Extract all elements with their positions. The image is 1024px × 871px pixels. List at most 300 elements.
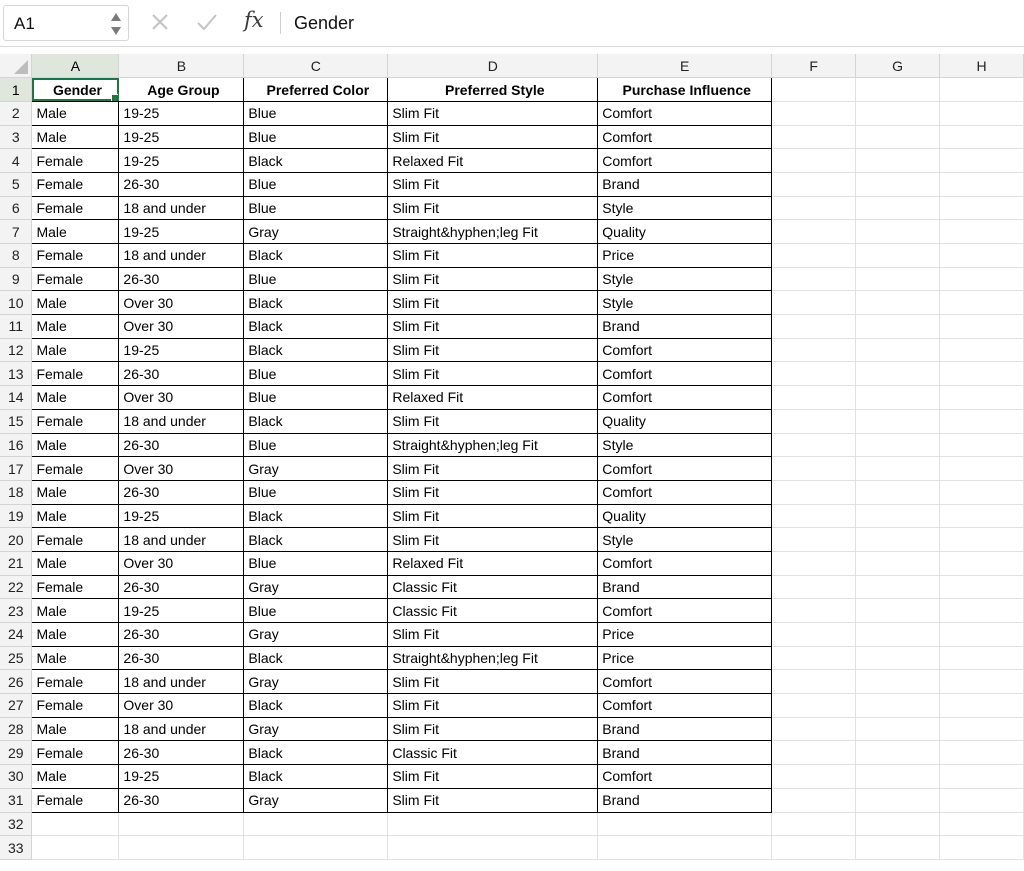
data-cell[interactable]: 26-30 bbox=[119, 362, 244, 386]
name-box[interactable] bbox=[3, 5, 129, 41]
data-cell[interactable]: Gray bbox=[244, 717, 388, 741]
empty-cell[interactable] bbox=[856, 149, 940, 173]
data-cell[interactable]: Blue bbox=[244, 362, 388, 386]
empty-cell[interactable] bbox=[856, 409, 940, 433]
data-cell[interactable]: Slim Fit bbox=[388, 315, 598, 339]
empty-cell[interactable] bbox=[940, 623, 1024, 647]
data-cell[interactable]: Style bbox=[598, 433, 772, 457]
empty-cell[interactable] bbox=[856, 528, 940, 552]
empty-cell[interactable] bbox=[772, 172, 856, 196]
empty-cell[interactable] bbox=[856, 623, 940, 647]
empty-cell[interactable] bbox=[940, 386, 1024, 410]
formula-input[interactable]: Gender bbox=[294, 13, 355, 33]
data-cell[interactable]: Blue bbox=[244, 599, 388, 623]
empty-cell[interactable] bbox=[856, 362, 940, 386]
row-header[interactable]: 20 bbox=[0, 528, 32, 552]
column-header[interactable]: H bbox=[940, 54, 1024, 78]
empty-cell[interactable] bbox=[856, 220, 940, 244]
data-cell[interactable]: 18 and under bbox=[119, 717, 244, 741]
row-header[interactable]: 27 bbox=[0, 694, 32, 718]
empty-cell[interactable] bbox=[856, 101, 940, 125]
data-cell[interactable]: Comfort bbox=[598, 480, 772, 504]
empty-cell[interactable] bbox=[856, 717, 940, 741]
data-cell[interactable]: 19-25 bbox=[119, 101, 244, 125]
data-cell[interactable]: Brand bbox=[598, 741, 772, 765]
data-cell[interactable]: 26-30 bbox=[119, 623, 244, 647]
data-cell[interactable]: Female bbox=[32, 362, 119, 386]
empty-cell[interactable] bbox=[940, 172, 1024, 196]
row-header[interactable]: 16 bbox=[0, 433, 32, 457]
empty-cell[interactable] bbox=[856, 78, 940, 102]
empty-cell[interactable] bbox=[856, 172, 940, 196]
data-cell[interactable]: Style bbox=[598, 196, 772, 220]
data-cell[interactable]: Classic Fit bbox=[388, 741, 598, 765]
data-cell[interactable]: Comfort bbox=[598, 338, 772, 362]
data-cell[interactable]: 26-30 bbox=[119, 433, 244, 457]
data-cell[interactable]: Male bbox=[32, 433, 119, 457]
data-cell[interactable]: Blue bbox=[244, 267, 388, 291]
data-cell[interactable]: Black bbox=[244, 291, 388, 315]
data-cell[interactable]: Slim Fit bbox=[388, 528, 598, 552]
column-header[interactable]: G bbox=[856, 54, 940, 78]
header-cell[interactable]: Preferred Color bbox=[244, 78, 388, 102]
data-cell[interactable]: Price bbox=[598, 623, 772, 647]
data-cell[interactable]: Over 30 bbox=[119, 457, 244, 481]
data-cell[interactable]: Comfort bbox=[598, 386, 772, 410]
empty-cell[interactable] bbox=[940, 433, 1024, 457]
row-header[interactable]: 18 bbox=[0, 480, 32, 504]
empty-cell[interactable] bbox=[856, 315, 940, 339]
data-cell[interactable]: 19-25 bbox=[119, 599, 244, 623]
empty-cell[interactable] bbox=[940, 338, 1024, 362]
empty-cell[interactable] bbox=[244, 812, 388, 836]
data-cell[interactable]: Male bbox=[32, 599, 119, 623]
row-header[interactable]: 19 bbox=[0, 504, 32, 528]
row-header[interactable]: 22 bbox=[0, 575, 32, 599]
data-cell[interactable]: Brand bbox=[598, 788, 772, 812]
data-cell[interactable]: Female bbox=[32, 528, 119, 552]
empty-cell[interactable] bbox=[772, 457, 856, 481]
select-all-corner[interactable] bbox=[0, 54, 32, 78]
empty-cell[interactable] bbox=[940, 812, 1024, 836]
row-header[interactable]: 10 bbox=[0, 291, 32, 315]
data-cell[interactable]: 19-25 bbox=[119, 149, 244, 173]
enter-check-icon[interactable] bbox=[196, 11, 218, 33]
data-cell[interactable]: Gray bbox=[244, 670, 388, 694]
empty-cell[interactable] bbox=[772, 78, 856, 102]
column-header[interactable]: D bbox=[388, 54, 598, 78]
data-cell[interactable]: Male bbox=[32, 315, 119, 339]
empty-cell[interactable] bbox=[32, 836, 119, 860]
data-cell[interactable]: Over 30 bbox=[119, 291, 244, 315]
data-cell[interactable]: Male bbox=[32, 765, 119, 789]
empty-cell[interactable] bbox=[856, 646, 940, 670]
data-cell[interactable]: Comfort bbox=[598, 149, 772, 173]
data-cell[interactable]: Blue bbox=[244, 172, 388, 196]
data-cell[interactable]: Style bbox=[598, 267, 772, 291]
empty-cell[interactable] bbox=[598, 812, 772, 836]
data-cell[interactable]: Over 30 bbox=[119, 315, 244, 339]
data-cell[interactable]: Quality bbox=[598, 409, 772, 433]
data-cell[interactable]: Brand bbox=[598, 315, 772, 339]
empty-cell[interactable] bbox=[856, 480, 940, 504]
empty-cell[interactable] bbox=[940, 528, 1024, 552]
row-header[interactable]: 15 bbox=[0, 409, 32, 433]
data-cell[interactable]: Gray bbox=[244, 623, 388, 647]
data-cell[interactable]: 26-30 bbox=[119, 646, 244, 670]
row-header[interactable]: 2 bbox=[0, 101, 32, 125]
row-header[interactable]: 11 bbox=[0, 315, 32, 339]
fill-handle[interactable] bbox=[111, 94, 119, 102]
data-cell[interactable]: Blue bbox=[244, 196, 388, 220]
data-cell[interactable]: 19-25 bbox=[119, 220, 244, 244]
data-cell[interactable]: Male bbox=[32, 386, 119, 410]
data-cell[interactable]: 19-25 bbox=[119, 125, 244, 149]
data-cell[interactable]: Blue bbox=[244, 433, 388, 457]
row-header[interactable]: 1 bbox=[0, 78, 32, 102]
data-cell[interactable]: Black bbox=[244, 741, 388, 765]
empty-cell[interactable] bbox=[940, 78, 1024, 102]
data-cell[interactable]: 18 and under bbox=[119, 670, 244, 694]
data-cell[interactable]: Over 30 bbox=[119, 694, 244, 718]
data-cell[interactable]: Female bbox=[32, 409, 119, 433]
row-header[interactable]: 30 bbox=[0, 765, 32, 789]
data-cell[interactable]: 19-25 bbox=[119, 338, 244, 362]
data-cell[interactable]: Straight&hyphen;leg Fit bbox=[388, 220, 598, 244]
empty-cell[interactable] bbox=[856, 125, 940, 149]
data-cell[interactable]: Male bbox=[32, 480, 119, 504]
empty-cell[interactable] bbox=[940, 125, 1024, 149]
data-cell[interactable]: Slim Fit bbox=[388, 480, 598, 504]
data-cell[interactable]: 19-25 bbox=[119, 504, 244, 528]
data-cell[interactable]: 26-30 bbox=[119, 172, 244, 196]
data-cell[interactable]: Slim Fit bbox=[388, 694, 598, 718]
empty-cell[interactable] bbox=[856, 291, 940, 315]
empty-cell[interactable] bbox=[119, 836, 244, 860]
data-cell[interactable]: Black bbox=[244, 765, 388, 789]
data-cell[interactable]: Gray bbox=[244, 788, 388, 812]
empty-cell[interactable] bbox=[772, 220, 856, 244]
data-cell[interactable]: Price bbox=[598, 646, 772, 670]
empty-cell[interactable] bbox=[772, 386, 856, 410]
empty-cell[interactable] bbox=[772, 575, 856, 599]
row-header[interactable]: 14 bbox=[0, 386, 32, 410]
data-cell[interactable]: Female bbox=[32, 741, 119, 765]
empty-cell[interactable] bbox=[856, 457, 940, 481]
data-cell[interactable]: Straight&hyphen;leg Fit bbox=[388, 646, 598, 670]
data-cell[interactable]: Male bbox=[32, 717, 119, 741]
empty-cell[interactable] bbox=[772, 788, 856, 812]
data-cell[interactable]: Comfort bbox=[598, 457, 772, 481]
data-cell[interactable]: Slim Fit bbox=[388, 125, 598, 149]
empty-cell[interactable] bbox=[772, 291, 856, 315]
empty-cell[interactable] bbox=[940, 741, 1024, 765]
data-cell[interactable]: Male bbox=[32, 338, 119, 362]
empty-cell[interactable] bbox=[388, 836, 598, 860]
data-cell[interactable]: Classic Fit bbox=[388, 599, 598, 623]
empty-cell[interactable] bbox=[856, 575, 940, 599]
data-cell[interactable]: Male bbox=[32, 551, 119, 575]
empty-cell[interactable] bbox=[940, 267, 1024, 291]
data-cell[interactable]: Style bbox=[598, 528, 772, 552]
data-cell[interactable]: Slim Fit bbox=[388, 172, 598, 196]
empty-cell[interactable] bbox=[772, 101, 856, 125]
data-cell[interactable]: Over 30 bbox=[119, 386, 244, 410]
data-cell[interactable]: Classic Fit bbox=[388, 575, 598, 599]
empty-cell[interactable] bbox=[119, 812, 244, 836]
data-cell[interactable]: Relaxed Fit bbox=[388, 149, 598, 173]
row-header[interactable]: 21 bbox=[0, 551, 32, 575]
column-header[interactable]: A bbox=[32, 54, 119, 78]
empty-cell[interactable] bbox=[772, 741, 856, 765]
data-cell[interactable]: Male bbox=[32, 125, 119, 149]
data-cell[interactable]: Blue bbox=[244, 101, 388, 125]
empty-cell[interactable] bbox=[772, 599, 856, 623]
empty-cell[interactable] bbox=[940, 836, 1024, 860]
empty-cell[interactable] bbox=[940, 646, 1024, 670]
empty-cell[interactable] bbox=[772, 528, 856, 552]
column-header[interactable]: F bbox=[772, 54, 856, 78]
data-cell[interactable]: Black bbox=[244, 528, 388, 552]
row-header[interactable]: 32 bbox=[0, 812, 32, 836]
empty-cell[interactable] bbox=[940, 694, 1024, 718]
data-cell[interactable]: Black bbox=[244, 315, 388, 339]
empty-cell[interactable] bbox=[940, 409, 1024, 433]
empty-cell[interactable] bbox=[856, 244, 940, 268]
empty-cell[interactable] bbox=[940, 362, 1024, 386]
row-header[interactable]: 23 bbox=[0, 599, 32, 623]
data-cell[interactable]: 26-30 bbox=[119, 741, 244, 765]
data-cell[interactable]: Comfort bbox=[598, 362, 772, 386]
data-cell[interactable]: Blue bbox=[244, 386, 388, 410]
empty-cell[interactable] bbox=[772, 409, 856, 433]
empty-cell[interactable] bbox=[940, 765, 1024, 789]
row-header[interactable]: 12 bbox=[0, 338, 32, 362]
data-cell[interactable]: Female bbox=[32, 788, 119, 812]
empty-cell[interactable] bbox=[856, 694, 940, 718]
data-cell[interactable]: Male bbox=[32, 623, 119, 647]
data-cell[interactable]: Male bbox=[32, 646, 119, 670]
row-header[interactable]: 26 bbox=[0, 670, 32, 694]
data-cell[interactable]: Comfort bbox=[598, 101, 772, 125]
data-cell[interactable]: Comfort bbox=[598, 125, 772, 149]
data-cell[interactable]: Brand bbox=[598, 575, 772, 599]
column-header[interactable]: B bbox=[119, 54, 244, 78]
data-cell[interactable]: Slim Fit bbox=[388, 338, 598, 362]
data-cell[interactable]: Relaxed Fit bbox=[388, 551, 598, 575]
empty-cell[interactable] bbox=[856, 433, 940, 457]
empty-cell[interactable] bbox=[772, 480, 856, 504]
name-box-stepper-icon[interactable] bbox=[110, 11, 122, 37]
data-cell[interactable]: Gray bbox=[244, 457, 388, 481]
data-cell[interactable]: Female bbox=[32, 670, 119, 694]
data-cell[interactable]: 19-25 bbox=[119, 765, 244, 789]
empty-cell[interactable] bbox=[772, 694, 856, 718]
data-cell[interactable]: Female bbox=[32, 694, 119, 718]
empty-cell[interactable] bbox=[856, 551, 940, 575]
data-cell[interactable]: Straight&hyphen;leg Fit bbox=[388, 433, 598, 457]
row-header[interactable]: 33 bbox=[0, 836, 32, 860]
column-header[interactable]: E bbox=[598, 54, 772, 78]
empty-cell[interactable] bbox=[598, 836, 772, 860]
empty-cell[interactable] bbox=[772, 551, 856, 575]
data-cell[interactable]: Blue bbox=[244, 551, 388, 575]
empty-cell[interactable] bbox=[32, 812, 119, 836]
data-cell[interactable]: Price bbox=[598, 244, 772, 268]
data-cell[interactable]: Male bbox=[32, 220, 119, 244]
data-cell[interactable]: Female bbox=[32, 172, 119, 196]
data-cell[interactable]: Slim Fit bbox=[388, 457, 598, 481]
data-cell[interactable]: Gray bbox=[244, 575, 388, 599]
cancel-icon[interactable] bbox=[150, 11, 170, 33]
data-cell[interactable]: Comfort bbox=[598, 765, 772, 789]
data-cell[interactable]: Black bbox=[244, 149, 388, 173]
empty-cell[interactable] bbox=[856, 812, 940, 836]
empty-cell[interactable] bbox=[940, 599, 1024, 623]
data-cell[interactable]: Gray bbox=[244, 220, 388, 244]
row-header[interactable]: 5 bbox=[0, 172, 32, 196]
data-cell[interactable]: 18 and under bbox=[119, 244, 244, 268]
data-cell[interactable]: Black bbox=[244, 504, 388, 528]
row-header[interactable]: 3 bbox=[0, 125, 32, 149]
data-cell[interactable]: Quality bbox=[598, 504, 772, 528]
data-cell[interactable]: 26-30 bbox=[119, 575, 244, 599]
empty-cell[interactable] bbox=[856, 504, 940, 528]
empty-cell[interactable] bbox=[772, 836, 856, 860]
empty-cell[interactable] bbox=[772, 149, 856, 173]
empty-cell[interactable] bbox=[856, 836, 940, 860]
empty-cell[interactable] bbox=[940, 149, 1024, 173]
data-cell[interactable]: Slim Fit bbox=[388, 717, 598, 741]
data-cell[interactable]: Slim Fit bbox=[388, 623, 598, 647]
empty-cell[interactable] bbox=[388, 812, 598, 836]
empty-cell[interactable] bbox=[940, 315, 1024, 339]
data-cell[interactable]: Black bbox=[244, 646, 388, 670]
empty-cell[interactable] bbox=[940, 717, 1024, 741]
data-cell[interactable]: Male bbox=[32, 101, 119, 125]
empty-cell[interactable] bbox=[856, 599, 940, 623]
empty-cell[interactable] bbox=[856, 338, 940, 362]
data-cell[interactable]: 18 and under bbox=[119, 196, 244, 220]
empty-cell[interactable] bbox=[856, 267, 940, 291]
data-cell[interactable]: Slim Fit bbox=[388, 291, 598, 315]
data-cell[interactable]: Blue bbox=[244, 125, 388, 149]
data-cell[interactable]: Slim Fit bbox=[388, 765, 598, 789]
row-header[interactable]: 28 bbox=[0, 717, 32, 741]
data-cell[interactable]: Black bbox=[244, 694, 388, 718]
data-cell[interactable]: Female bbox=[32, 575, 119, 599]
empty-cell[interactable] bbox=[772, 125, 856, 149]
empty-cell[interactable] bbox=[940, 220, 1024, 244]
empty-cell[interactable] bbox=[940, 788, 1024, 812]
row-header[interactable]: 7 bbox=[0, 220, 32, 244]
empty-cell[interactable] bbox=[772, 504, 856, 528]
header-cell[interactable]: Gender bbox=[32, 78, 119, 102]
empty-cell[interactable] bbox=[772, 623, 856, 647]
empty-cell[interactable] bbox=[772, 765, 856, 789]
data-cell[interactable]: Slim Fit bbox=[388, 362, 598, 386]
data-cell[interactable]: 26-30 bbox=[119, 480, 244, 504]
data-cell[interactable]: Brand bbox=[598, 172, 772, 196]
empty-cell[interactable] bbox=[772, 670, 856, 694]
empty-cell[interactable] bbox=[940, 504, 1024, 528]
row-header[interactable]: 8 bbox=[0, 244, 32, 268]
data-cell[interactable]: Female bbox=[32, 244, 119, 268]
empty-cell[interactable] bbox=[772, 315, 856, 339]
empty-cell[interactable] bbox=[940, 101, 1024, 125]
data-cell[interactable]: Style bbox=[598, 291, 772, 315]
empty-cell[interactable] bbox=[772, 812, 856, 836]
empty-cell[interactable] bbox=[856, 788, 940, 812]
row-header[interactable]: 17 bbox=[0, 457, 32, 481]
row-header[interactable]: 13 bbox=[0, 362, 32, 386]
data-cell[interactable]: Male bbox=[32, 504, 119, 528]
data-cell[interactable]: Black bbox=[244, 338, 388, 362]
empty-cell[interactable] bbox=[940, 196, 1024, 220]
row-header[interactable]: 4 bbox=[0, 149, 32, 173]
empty-cell[interactable] bbox=[772, 244, 856, 268]
empty-cell[interactable] bbox=[772, 717, 856, 741]
data-cell[interactable]: Slim Fit bbox=[388, 267, 598, 291]
data-cell[interactable]: 18 and under bbox=[119, 528, 244, 552]
data-cell[interactable]: Female bbox=[32, 457, 119, 481]
data-cell[interactable]: Black bbox=[244, 244, 388, 268]
row-header[interactable]: 9 bbox=[0, 267, 32, 291]
empty-cell[interactable] bbox=[856, 386, 940, 410]
data-cell[interactable]: Comfort bbox=[598, 694, 772, 718]
row-header[interactable]: 6 bbox=[0, 196, 32, 220]
data-cell[interactable]: Comfort bbox=[598, 599, 772, 623]
empty-cell[interactable] bbox=[940, 551, 1024, 575]
data-cell[interactable]: Female bbox=[32, 149, 119, 173]
empty-cell[interactable] bbox=[856, 670, 940, 694]
empty-cell[interactable] bbox=[772, 338, 856, 362]
data-cell[interactable]: Black bbox=[244, 409, 388, 433]
header-cell[interactable]: Purchase Influence bbox=[598, 78, 772, 102]
data-cell[interactable]: Blue bbox=[244, 480, 388, 504]
row-header[interactable]: 25 bbox=[0, 646, 32, 670]
data-cell[interactable]: Slim Fit bbox=[388, 196, 598, 220]
empty-cell[interactable] bbox=[772, 433, 856, 457]
data-cell[interactable]: Slim Fit bbox=[388, 101, 598, 125]
data-cell[interactable]: Male bbox=[32, 291, 119, 315]
data-cell[interactable]: Female bbox=[32, 267, 119, 291]
data-cell[interactable]: Quality bbox=[598, 220, 772, 244]
empty-cell[interactable] bbox=[856, 765, 940, 789]
row-header[interactable]: 31 bbox=[0, 788, 32, 812]
data-cell[interactable]: Relaxed Fit bbox=[388, 386, 598, 410]
data-cell[interactable]: 18 and under bbox=[119, 409, 244, 433]
header-cell[interactable]: Preferred Style bbox=[388, 78, 598, 102]
empty-cell[interactable] bbox=[856, 741, 940, 765]
empty-cell[interactable] bbox=[940, 670, 1024, 694]
data-cell[interactable]: Slim Fit bbox=[388, 409, 598, 433]
empty-cell[interactable] bbox=[940, 575, 1024, 599]
data-cell[interactable]: Slim Fit bbox=[388, 504, 598, 528]
empty-cell[interactable] bbox=[772, 646, 856, 670]
data-cell[interactable]: Comfort bbox=[598, 551, 772, 575]
column-header[interactable]: C bbox=[244, 54, 388, 78]
data-cell[interactable]: Comfort bbox=[598, 670, 772, 694]
data-cell[interactable]: Brand bbox=[598, 717, 772, 741]
data-cell[interactable]: Slim Fit bbox=[388, 788, 598, 812]
data-cell[interactable]: Female bbox=[32, 196, 119, 220]
data-cell[interactable]: 26-30 bbox=[119, 788, 244, 812]
empty-cell[interactable] bbox=[772, 267, 856, 291]
header-cell[interactable]: Age Group bbox=[119, 78, 244, 102]
empty-cell[interactable] bbox=[940, 457, 1024, 481]
empty-cell[interactable] bbox=[940, 291, 1024, 315]
